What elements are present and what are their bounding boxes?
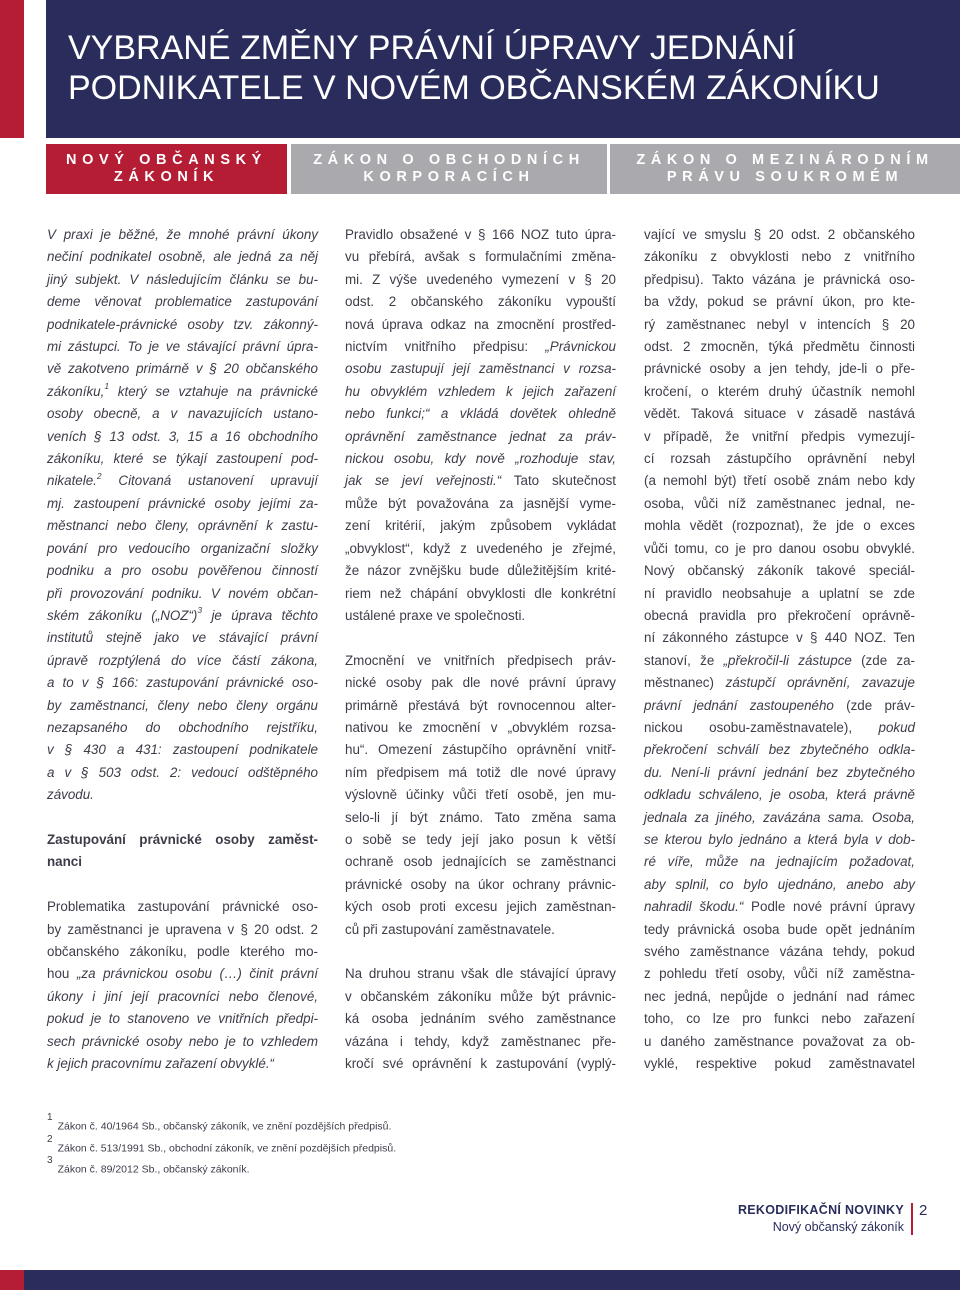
text-line: nezapsaného do obchodního rejstříku, xyxy=(47,719,318,735)
text-line: ká osoba jednáním svého zaměstnance xyxy=(345,1011,616,1027)
text-span: (zde práv- xyxy=(833,697,915,713)
footnote-number: 3 xyxy=(47,1155,53,1166)
footnote-ref[interactable]: 3 xyxy=(197,605,203,616)
text-span: zákoníku, xyxy=(47,383,105,399)
left-accent-stripe xyxy=(0,0,24,138)
text-line: rý zaměstnanec nebyl v intencích § 20 xyxy=(644,316,915,332)
footnote-text: Zákon č. 40/1964 Sb., občanský zákoník, ve znění pozdějších předpisů. xyxy=(57,1120,392,1133)
text-line: du. Není-li právní jednání bez zbytečného xyxy=(644,764,915,780)
text-line: v § 430 a 431: zastoupení podnikatele xyxy=(47,742,318,758)
footnote xyxy=(47,1114,647,1136)
text-span: jak se jeví veřejnosti.“ xyxy=(345,473,502,489)
text-line: ustálené praxe ve společnosti. xyxy=(345,607,526,623)
text-line: u daného zaměstnance považovat za ob- xyxy=(644,1033,915,1049)
text-span: Citovaná ustanovení upravují xyxy=(101,473,318,489)
text-line: Problematika zastupování právnické oso- xyxy=(47,899,318,915)
bottom-bar xyxy=(0,1270,960,1290)
text-line xyxy=(47,381,318,403)
text-line: o sobě se tedy její jako posun k větší xyxy=(345,831,616,847)
text-span: nahradil škodu.“ xyxy=(644,899,744,915)
text-line: osoba, vůči níž zaměstnanec jednal, ne- xyxy=(644,495,915,511)
page-header xyxy=(46,0,960,138)
text-line: vázána i tehdy, když zaměstnanec pře- xyxy=(345,1033,616,1049)
text-line: obecná pravidla pro překročení oprávně- xyxy=(644,607,915,623)
text-line: odst. 2 zmocněn, týká předmětu činnosti xyxy=(644,339,915,355)
text-line: z pohledu třetí osoby, vůči níž zaměstna- xyxy=(644,966,915,982)
text-span: nickou osobu-zaměstnavatele), xyxy=(644,719,879,735)
article-column-3 xyxy=(644,224,915,1098)
tab-label-line: NOVÝ OBČANSKÝ xyxy=(66,152,267,168)
text-line: odst. 2 občanského zákoníku vypouští xyxy=(345,294,616,310)
footnote xyxy=(47,1133,647,1158)
text-line: zákoníku, které se týkají zastoupení pod- xyxy=(47,451,318,467)
body-paragraph xyxy=(345,224,616,627)
text-line: úkony i jiní její pracovníci nebo členové, xyxy=(47,988,318,1004)
text-line: vající ve smyslu § 20 odst. 2 občanského xyxy=(644,227,915,242)
text-line: oprávnění zaměstnance jednat za práv- xyxy=(345,428,616,444)
text-span: Podle nové právní úpravy xyxy=(743,899,915,915)
text-span: právní jednání zastoupeného xyxy=(644,697,834,713)
text-line xyxy=(644,896,915,918)
text-line: právnické osoby a jen tehdy, jde-li o pře- xyxy=(644,361,915,377)
body-paragraph xyxy=(47,896,318,1075)
text-line: zení kritérií, jakým způsobem vykládat xyxy=(345,518,616,534)
text-line: výslovně účinky vůči třetí osobě, jen mu- xyxy=(345,787,616,803)
text-span: To je ve stávající právní úpra- xyxy=(127,339,318,355)
text-line: ním předpisem má totiž dle nové úpravy xyxy=(345,764,616,780)
text-line: předpisu). Takto vázána je právnická oso- xyxy=(644,271,915,287)
brand-subtitle: Nový občanský zákoník xyxy=(772,1220,904,1234)
text-line: kročení, o kterém druhý účastník nemohl xyxy=(644,383,915,399)
text-span: stanoví, že xyxy=(644,652,724,668)
text-line: nebo funkci;“ a vkládá dovětek ohledně xyxy=(345,406,616,422)
text-line: osoby obecně, a v navazujících ustano- xyxy=(47,406,318,422)
text-line: závodu. xyxy=(47,787,94,803)
text-line: nečiní podnikatel osobně, ale jedná za něj xyxy=(47,249,318,265)
text-line: mohla vědět (rozpoznat), že jde o exces xyxy=(644,518,915,534)
text-line: veních § 13 odst. 3, 15 a 16 obchodního xyxy=(47,428,318,444)
text-line: toho, co lze pro funkci nebo zařazení xyxy=(644,1011,915,1027)
text-line: občanského zákoníku, podle kterého mo- xyxy=(47,943,318,959)
section-tabs xyxy=(46,144,960,194)
text-line: pokud je to stanoveno ve vnitřních předpi- xyxy=(47,1011,318,1027)
text-line xyxy=(47,336,318,358)
text-line xyxy=(345,336,616,358)
tab-novy-obcansky-zakonik[interactable] xyxy=(46,144,287,194)
text-line: ré víře, může na jednajícím požadovat, xyxy=(644,854,915,870)
text-line: pování pro vedoucího organizační složky xyxy=(47,540,318,556)
tab-zakon-o-mezinarodnim-pravu-soukromem[interactable] xyxy=(610,144,960,194)
text-line: v případě, že vnitřní předpis vymezují- xyxy=(644,428,915,444)
text-line: ní zákonného zástupce v § 440 NOZ. Ten xyxy=(644,630,915,646)
tab-label-line: ZÁKONÍK xyxy=(113,169,220,185)
text-line: podnikatele-právnické osoby tzv. zákonný- xyxy=(47,316,318,332)
text-line: institutů stejně jako ve stávající právní xyxy=(47,630,318,646)
text-line: svého zaměstnance vázána tehdy, pokud xyxy=(644,944,915,959)
text-span: hou xyxy=(47,966,77,982)
text-line: Nový občanský zákoník takové speciál- xyxy=(644,563,915,579)
footnote-number: 2 xyxy=(47,1133,53,1145)
section-heading xyxy=(47,829,318,874)
body-paragraph xyxy=(644,224,915,1075)
text-line xyxy=(644,695,915,717)
brand-title: REKODIFIKAČNÍ NOVINKY xyxy=(737,1203,904,1217)
text-line: může být považována za jasnější vyme- xyxy=(345,495,616,511)
text-line: vůči tomu, co je pro danou osobu obvyklé. xyxy=(644,540,915,556)
text-line xyxy=(345,470,616,492)
text-line: (a nemohl být) třetí osobě znám nebo kdy xyxy=(644,473,915,489)
text-span: je úprava těchto xyxy=(202,607,318,623)
footnote-number: 1 xyxy=(47,1112,53,1123)
text-line: by zaměstnanci, členy nebo členy orgánu xyxy=(47,697,318,713)
text-line: osobu zastupují její zaměstnanci v rozsa- xyxy=(345,361,616,377)
text-line: Zmocnění ve vnitřních předpisech práv- xyxy=(345,652,616,668)
text-line: nanci xyxy=(47,854,82,870)
text-line: při provozování podniku. V novém občan- xyxy=(47,585,318,601)
text-line: riem než chápání obvyklosti dle konkrétní xyxy=(345,585,616,601)
text-line: Zastupování právnické osoby zaměst- xyxy=(47,831,318,847)
page-number: 2 xyxy=(919,1202,928,1219)
text-line: nické osoby pak dle nové právní úpravy xyxy=(345,675,616,691)
text-line: ců při zastupování zaměstnavatele. xyxy=(345,921,555,937)
tab-label-line: PRÁVU SOUKROMÉM xyxy=(666,169,904,185)
text-span: „za právnickou osobu (…) činit právní xyxy=(76,966,318,982)
text-line: překročení schválí bez zbytečného odkla- xyxy=(644,742,915,758)
text-span: nictvím vnitřního předpisu: xyxy=(345,339,546,355)
text-line: nativou ke zmocnění v „obvyklém rozsa- xyxy=(345,719,616,735)
text-line: hu“. Omezení zástupčího oprávnění vnitř- xyxy=(345,742,616,758)
text-line: mi. Z výše uvedeného vymezení v § 20 xyxy=(345,271,616,287)
footer-brand xyxy=(738,1202,904,1236)
text-span: zástupčí oprávnění, zavazuje xyxy=(725,675,915,691)
text-span: „Právnickou xyxy=(545,339,616,355)
text-line: úpravě rozptýlená do více částí zákona, xyxy=(47,652,318,668)
text-line: ní pravidlo neobsahuje a uplatní se zde xyxy=(644,585,915,601)
text-line: vu přebírá, avšak s formulačními změna- xyxy=(345,249,616,265)
text-line: cí rozsah zástupčího oprávnění nebyl xyxy=(644,451,915,467)
title-line-1: VYBRANÉ ZMĚNY PRÁVNÍ ÚPRAVY JEDNÁNÍ xyxy=(68,29,796,67)
tab-label-line: ZÁKON O OBCHODNÍCH xyxy=(313,152,585,168)
text-line: sech právnické osoby nebo je to vzhledem xyxy=(47,1033,318,1049)
text-line xyxy=(47,470,318,492)
text-line: kročí své oprávnění k zastupování (vyplý- xyxy=(345,1056,616,1071)
text-line: Pravidlo obsažené v § 166 NOZ tuto úpra- xyxy=(345,227,616,242)
text-line: a v § 503 odst. 2: vedoucí odštěpného xyxy=(47,764,318,780)
footnote-text: Zákon č. 89/2012 Sb., občanský zákoník. xyxy=(57,1163,250,1176)
text-line: vyklé, respektive pokud zaměstnavatel xyxy=(644,1056,915,1072)
text-span: (zde za- xyxy=(851,652,915,668)
text-line: ochraně osob jednajících se zaměstnanci xyxy=(345,854,616,870)
text-line: městnanci nebo členy, oprávnění k zastu- xyxy=(47,518,318,534)
text-line xyxy=(644,717,915,739)
text-line: „obvyklost“, když z uvedeného je zřejmé, xyxy=(345,540,616,556)
text-line: hu obvyklém vzhledem k jejich zařazení xyxy=(345,383,616,399)
text-span: městnanec) xyxy=(644,675,726,691)
tab-label-line: ZÁKON O MEZINÁRODNÍM xyxy=(636,152,934,168)
tab-zakon-o-obchodnich-korporacich[interactable] xyxy=(291,144,607,194)
text-line: Na druhou stranu však dle stávající úpravy xyxy=(345,966,616,982)
text-line: by zaměstnanci je upravena v § 20 odst. 2 xyxy=(47,921,318,937)
text-line: kých osob proti excesu jejich zaměstnan- xyxy=(345,899,616,915)
text-line: zákoníku z obvyklosti nebo z vnitřního xyxy=(644,249,915,265)
text-line: ba vždy, pokud se právní úkon, pro kte- xyxy=(644,294,915,310)
footnote-ref[interactable]: 1 xyxy=(104,381,110,392)
text-line: vědět. Taková situace v zásadě nastává xyxy=(644,406,915,422)
text-span: který se vztahuje na právnické xyxy=(109,383,318,399)
text-line: mj. zastoupení právnické osoby jejími za- xyxy=(47,495,318,511)
article-column-2 xyxy=(345,224,616,1098)
text-line: že názor zvnějšku bude důležitějším krité- xyxy=(345,563,616,579)
text-line: právnické osoby na úkor ochrany právnic- xyxy=(345,876,616,892)
intro-paragraph xyxy=(47,224,318,807)
article-column-1 xyxy=(47,224,318,1098)
page-title xyxy=(68,28,948,108)
text-line: se kterou bylo jednáno a která byla v dob- xyxy=(644,831,915,847)
text-line: deme věnovat problematice zastupování xyxy=(47,294,318,310)
text-line: selo-li jí být známo. Tato změna sama xyxy=(345,809,616,825)
footnotes xyxy=(47,1114,647,1179)
text-span: mi zástupci. xyxy=(47,339,121,355)
body-paragraph xyxy=(345,963,616,1075)
text-line: aby splnil, co bylo ujednáno, anebo aby xyxy=(644,876,915,892)
text-line: v občanském zákoníku může být právnic- xyxy=(345,988,616,1004)
text-line: nec jedná, nepůjde o jednání nad rámec xyxy=(644,988,915,1004)
text-line: vě zakotveno primárně v § 20 občanského xyxy=(47,361,318,377)
body-paragraph xyxy=(345,650,616,941)
text-line: odkladu schváleno, je osoba, která právně xyxy=(644,787,915,803)
text-line: tedy právnická osoba bude opět jednáním xyxy=(644,921,915,937)
text-line: primárně přestává být rovnocennou alter- xyxy=(345,697,616,713)
page-number-divider xyxy=(911,1203,913,1235)
text-span: „překročil-li zástupce xyxy=(723,652,852,668)
text-span: Tato skutečnost xyxy=(501,473,616,489)
text-line: jednala za jiného, zavázána sama. Osoba, xyxy=(644,809,915,825)
text-line xyxy=(47,605,318,627)
text-line: jiný subjekt. V následujícím článku se bu- xyxy=(47,271,318,287)
text-line xyxy=(644,672,915,694)
text-line: V praxi je běžné, že mnohé právní úkony xyxy=(47,227,318,242)
footnote xyxy=(47,1157,647,1179)
text-line: a to v § 166: zastupování právnické oso- xyxy=(47,675,318,691)
text-span: pokud xyxy=(878,719,915,735)
text-line: nová úprava odkaz na zmocnění prostřed- xyxy=(345,316,616,332)
text-span: nikatele. xyxy=(47,473,97,489)
footnote-text: Zákon č. 513/1991 Sb., obchodní zákoník, ve znění pozdějších předpisů. xyxy=(57,1142,397,1154)
tab-label-line: KORPORACÍCH xyxy=(363,169,535,185)
text-line: k jejich pracovnímu zařazení obvyklé.“ xyxy=(47,1056,274,1071)
text-line: podniku a pro osobu pověřenou činností xyxy=(47,563,318,579)
title-line-2: PODNIKATELE V NOVÉM OBČANSKÉM ZÁKONÍKU xyxy=(68,69,880,107)
text-line: nickou osobu, kdy nově „rozhoduje stav, xyxy=(345,451,616,467)
footnote-ref[interactable]: 2 xyxy=(96,471,102,481)
text-line xyxy=(644,650,915,672)
text-span: ském zákoníku („NOZ“) xyxy=(47,607,198,623)
text-line xyxy=(47,963,318,985)
bottom-accent xyxy=(0,1270,24,1290)
